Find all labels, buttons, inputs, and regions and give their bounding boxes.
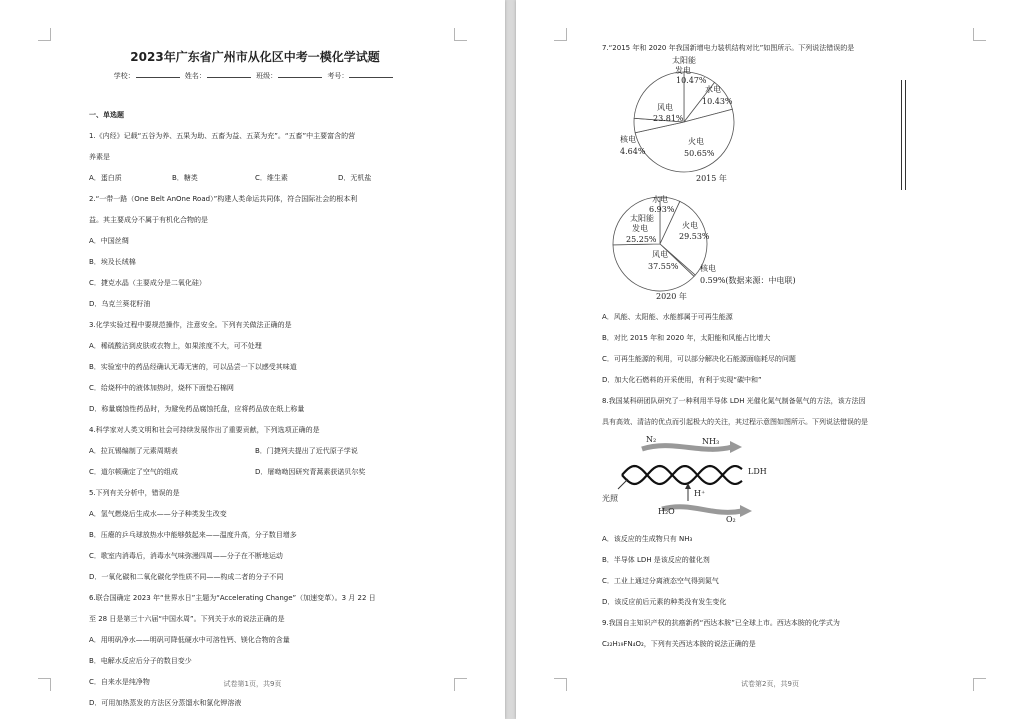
pie-value-nuclear: 0.59%(数据来源：中电联)	[700, 276, 796, 285]
vertical-rule	[901, 80, 902, 190]
upper-flow-arrow	[642, 446, 732, 450]
option-c: C．工业上通过分离液态空气得到氮气	[602, 577, 719, 585]
label-o2: O₂	[726, 515, 736, 524]
question-stem: 养素是	[89, 153, 110, 161]
arrowhead	[730, 441, 742, 453]
question-stem: C₂₂H₁₉FN₄O₂，下列有关西达本胺的说法正确的是	[602, 640, 756, 648]
pie-chart-2020	[602, 189, 944, 307]
pie-value-solar: 10.47%	[676, 76, 707, 85]
question-stem: 1.《内经》记载“五谷为养、五果为助、五畜为益、五菜为充”。“五畜”中主要富含的营	[89, 132, 356, 140]
option-b: B．对比 2015 年和 2020 年，太阳能和风能占比增大	[602, 334, 771, 342]
question-3	[89, 315, 421, 420]
option-b: B．电解水反应后分子的数目变少	[89, 657, 192, 665]
pie-title-2015: 2015 年	[696, 174, 727, 183]
page-footer: 试卷第1页，共9页	[223, 680, 282, 688]
option-c: C．道尔顿确定了空气的组成	[89, 468, 178, 476]
option-d: D．可用加热蒸发的方法区分蒸馏水和氯化钾溶液	[89, 699, 242, 707]
question-stem: 3.化学实验过程中要规范操作，注意安全。下列有关做法正确的是	[89, 321, 292, 329]
option-b: B．半导体 LDH 是该反应的催化剂	[602, 556, 710, 564]
option-d: D．一氧化碳和二氧化碳化学性质不同——构成二者的分子不同	[89, 573, 284, 581]
field-class-blank[interactable]	[278, 71, 322, 78]
question-stem: 4.科学家对人类文明和社会可持续发展作出了重要贡献，下列选项正确的是	[89, 426, 320, 434]
ldh-diagram-svg	[602, 433, 772, 529]
pie-label-wind: 风电	[657, 103, 673, 112]
label-ldh: LDH	[748, 467, 767, 476]
crop-mark	[38, 28, 51, 41]
question-6	[89, 588, 421, 714]
pie-title-2020: 2020 年	[656, 292, 687, 301]
arrowhead	[740, 505, 752, 517]
question-stem: 9.我国自主知识产权的抗癌新药“西达本胺”已全球上市。西达本胺的化学式为	[602, 619, 840, 627]
crop-mark	[454, 28, 467, 41]
pie-value-hydro: 6.93%	[649, 205, 675, 214]
pie-label-thermal: 火电	[682, 221, 698, 230]
field-school-label: 学校：	[113, 72, 135, 80]
options-row	[89, 441, 421, 462]
option-c: C．可再生能源的利用，可以部分解决化石能源面临耗尽的问题	[602, 355, 796, 363]
section-heading: 一、单选题	[89, 111, 124, 119]
pie-value-nuclear: 4.64%	[620, 147, 646, 156]
option-d: D．乌克兰葵花籽油	[89, 300, 151, 308]
pie-chart-2015	[602, 55, 944, 189]
pie-value-wind: 23.81%	[653, 114, 684, 123]
question-1	[89, 126, 421, 189]
option-d: D．称量腐蚀性药品时，为避免药品腐蚀托盘，应将药品放在纸上称量	[89, 405, 305, 413]
option-b: B．门捷列夫提出了近代原子学说	[255, 447, 358, 455]
option-b: B．糖类	[172, 174, 198, 182]
pie-label-nuclear: 核电	[620, 135, 636, 144]
option-a: A．氢气燃烧后生成水——分子种类发生改变	[89, 510, 227, 518]
option-c: C．给烧杯中的液体加热时，烧杯下面垫石棉网	[89, 384, 234, 392]
pie-label-thermal: 火电	[688, 137, 704, 146]
pie-value-thermal: 50.65%	[684, 149, 715, 158]
field-number-blank[interactable]	[349, 71, 393, 78]
label-nh3: NH₃	[702, 437, 720, 446]
option-c: C．捷克水晶（主要成分是二氧化硅）	[89, 279, 206, 287]
pie-value-solar: 25.25%	[626, 235, 657, 244]
pie-label-hydro: 水电	[652, 195, 668, 204]
pie-2015-svg	[602, 55, 862, 189]
question-5	[89, 483, 421, 588]
options-row	[89, 168, 421, 189]
pie-label-hydro: 水电	[705, 85, 721, 94]
student-info-fields	[89, 71, 421, 81]
question-stem: 7.“2015 年和 2020 年我国新增电力装机结构对比”如图所示。下列说法错误的是	[602, 44, 855, 52]
crop-mark	[554, 28, 567, 41]
pie-value-hydro: 10.43%	[702, 97, 733, 106]
label-n2: N₂	[646, 435, 657, 444]
light-arrow	[618, 479, 628, 489]
field-number-label: 考号：	[327, 72, 349, 80]
option-c: C．维生素	[255, 174, 288, 182]
ldh-process-diagram	[602, 433, 944, 529]
question-stem: 5.下列有关分析中，错误的是	[89, 489, 180, 497]
options-row	[89, 462, 421, 483]
field-name-label: 姓名：	[184, 72, 206, 80]
question-4	[89, 420, 421, 483]
page-footer: 试卷第2页，共9页	[741, 680, 799, 688]
option-a: A．该反应的生成物只有 NH₃	[602, 535, 693, 543]
vertical-rule	[905, 80, 906, 190]
field-name-blank[interactable]	[207, 71, 251, 78]
pie-label-solar: 太阳能	[630, 214, 654, 223]
pie-value-thermal: 29.53%	[679, 232, 710, 241]
question-stem: 6.联合国确定 2023 年“世界水日”主题为“Accelerating Change”（加速变革）。3 月 22 日	[89, 594, 376, 602]
label-h2o: H₂O	[658, 507, 675, 516]
question-8	[602, 391, 944, 613]
document-page-1	[0, 0, 505, 719]
option-a: A．风能、太阳能、水能都属于可再生能源	[602, 313, 733, 321]
pie-value-wind: 37.55%	[648, 262, 679, 271]
option-c: C．歌室内消毒后，消毒水气味弥漫四周——分子在不断地运动	[89, 552, 283, 560]
pie-label-wind: 风电	[652, 250, 668, 259]
crop-mark	[973, 28, 986, 41]
pie-2020-svg	[602, 189, 902, 307]
option-b: B．压瘪的乒乓球放热水中能够鼓起来——温度升高，分子数目增多	[89, 531, 297, 539]
option-c: C．自来水是纯净物	[89, 678, 150, 686]
question-stem: 2.“一带一路（One Belt AnOne Road）”构建人类命运共同体，符合国际社会的根本利	[89, 195, 358, 203]
pie-label-nuclear: 核电	[700, 264, 716, 273]
option-d: D．该反应前后元素的种类没有发生变化	[602, 598, 727, 606]
option-d: D．无机盐	[338, 174, 372, 182]
field-school-blank[interactable]	[136, 71, 180, 78]
option-a: A．稀硫酸沾到皮肤或衣物上，如果浓度不大，可不处理	[89, 342, 262, 350]
option-a: A．用明矾净水——明矾可降低硬水中可溶性钙、镁化合物的含量	[89, 636, 290, 644]
option-a: A．中国丝绸	[89, 237, 129, 245]
field-class-label: 班级：	[256, 72, 278, 80]
question-2	[89, 189, 421, 315]
question-7	[602, 41, 944, 391]
pie-label-solar: 太阳能	[672, 56, 696, 65]
pie-label-solar: 发电	[632, 224, 648, 233]
label-light: 光照	[602, 494, 618, 503]
option-b: B．实验室中的药品经确认无毒无害的，可以品尝一下以感受其味道	[89, 363, 297, 371]
option-d: D．加大化石燃料的开采使用，有利于实现“碳中和”	[602, 376, 762, 384]
question-stem: 益。其主要成分不属于有机化合物的是	[89, 216, 208, 224]
option-b: B．埃及长绒棉	[89, 258, 136, 266]
pie-label-solar: 发电	[675, 66, 691, 75]
question-9	[602, 613, 944, 655]
exam-title: 2023年广东省广州市从化区中考一模化学试题	[130, 50, 380, 64]
question-stem: 具有高效、清洁的优点而引起极大的关注，其过程示意图如图所示。下列说法错误的是	[602, 418, 868, 426]
question-stem: 8.我国某科研团队研究了一种利用半导体 LDH 光催化氮气制备氨气的方法，该方法因	[602, 397, 866, 405]
option-d: D．屠呦呦因研究青蒿素获诺贝尔奖	[255, 468, 366, 476]
option-a: A．蛋白质	[89, 174, 122, 182]
question-stem: 至 28 日是第三十六届“中国水周”。下列关于水的说法正确的是	[89, 615, 285, 623]
document-page-2	[516, 0, 1024, 719]
label-h-plus: H⁺	[694, 489, 706, 498]
option-a: A．拉瓦锡编制了元素周期表	[89, 447, 178, 455]
